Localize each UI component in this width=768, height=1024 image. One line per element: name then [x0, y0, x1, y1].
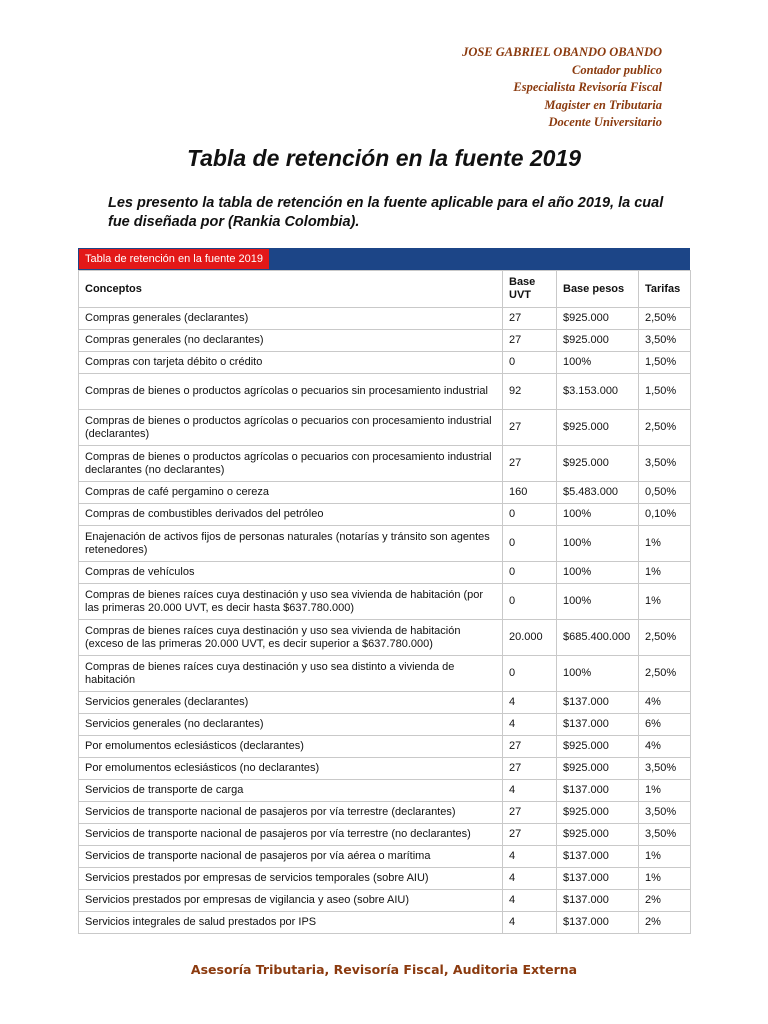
intro-paragraph: Les presento la tabla de retención en la fuente aplicable para el año 2019, la cual fue diseñada por (Rankia Colombia). [108, 195, 664, 230]
header-conceptos: Conceptos [79, 271, 503, 308]
document-title: Tabla de retención en la fuente 2019 [186, 145, 582, 171]
cell-base-uvt: 0 [503, 584, 557, 620]
cell-base-uvt: 4 [503, 714, 557, 736]
table-banner-label: Tabla de retención en la fuente 2019 [79, 249, 269, 269]
cell-base-uvt: 27 [503, 446, 557, 482]
cell-concepto: Por emolumentos eclesiásticos (declarantes) [79, 736, 503, 758]
cell-concepto: Compras de bienes raíces cuya destinación y uso sea vivienda de habitación (exceso de las primeras 20.000 UVT, es decir superior a $637.780.000) [79, 620, 503, 656]
cell-base-uvt: 0 [503, 562, 557, 584]
table-row [79, 446, 691, 482]
table-banner [78, 248, 690, 270]
cell-tarifa: 2,50% [639, 410, 691, 446]
cell-base-uvt: 0 [503, 526, 557, 562]
cell-tarifa: 2,50% [639, 308, 691, 330]
cell-tarifa: 1% [639, 846, 691, 868]
cell-base-uvt: 4 [503, 868, 557, 890]
cell-tarifa: 1% [639, 526, 691, 562]
cell-concepto: Servicios prestados por empresas de vigilancia y aseo (sobre AIU) [79, 890, 503, 912]
cell-base-pesos: $925.000 [557, 824, 639, 846]
cell-base-uvt: 27 [503, 824, 557, 846]
cell-base-pesos: $137.000 [557, 714, 639, 736]
table-row [79, 410, 691, 446]
cell-base-pesos: 100% [557, 352, 639, 374]
table-row [79, 890, 691, 912]
table-row [79, 374, 691, 410]
cell-concepto: Servicios de transporte nacional de pasajeros por vía aérea o marítima [79, 846, 503, 868]
cell-tarifa: 2,50% [639, 620, 691, 656]
cell-base-pesos: $925.000 [557, 410, 639, 446]
author-line: Magister en Tributaria [544, 97, 662, 112]
cell-concepto: Servicios de transporte nacional de pasajeros por vía terrestre (no declarantes) [79, 824, 503, 846]
cell-tarifa: 2% [639, 890, 691, 912]
cell-concepto: Compras de vehículos [79, 562, 503, 584]
cell-tarifa: 1% [639, 868, 691, 890]
cell-base-pesos: 100% [557, 656, 639, 692]
table-row [79, 846, 691, 868]
table-row [79, 584, 691, 620]
cell-base-uvt: 27 [503, 736, 557, 758]
cell-base-uvt: 27 [503, 802, 557, 824]
cell-base-pesos: $925.000 [557, 802, 639, 824]
cell-base-uvt: 27 [503, 308, 557, 330]
cell-concepto: Compras de café pergamino o cereza [79, 482, 503, 504]
retention-table [78, 270, 691, 934]
cell-base-pesos: $137.000 [557, 692, 639, 714]
table-row [79, 714, 691, 736]
cell-tarifa: 1% [639, 562, 691, 584]
table-row [79, 692, 691, 714]
table-row [79, 308, 691, 330]
table-row [79, 868, 691, 890]
cell-concepto: Compras de bienes raíces cuya destinación y uso sea vivienda de habitación (por las primeras 20.000 UVT, es decir hasta $637.780.000) [79, 584, 503, 620]
cell-base-pesos: $137.000 [557, 780, 639, 802]
author-name: JOSE GABRIEL OBANDO OBANDO [462, 45, 662, 59]
cell-base-uvt: 27 [503, 410, 557, 446]
author-line: Especialista Revisoría Fiscal [513, 80, 662, 94]
table-row [79, 912, 691, 934]
cell-base-pesos: 100% [557, 504, 639, 526]
author-line: Contador publico [572, 62, 662, 77]
table-row [79, 352, 691, 374]
cell-base-uvt: 4 [503, 890, 557, 912]
cell-concepto: Por emolumentos eclesiásticos (no declarantes) [79, 758, 503, 780]
cell-base-uvt: 4 [503, 692, 557, 714]
cell-base-uvt: 0 [503, 656, 557, 692]
cell-base-uvt: 0 [503, 352, 557, 374]
retention-table-container [78, 248, 690, 934]
cell-base-pesos: 100% [557, 526, 639, 562]
cell-base-pesos: $137.000 [557, 912, 639, 934]
cell-base-uvt: 27 [503, 330, 557, 352]
cell-concepto: Compras generales (no declarantes) [79, 330, 503, 352]
cell-base-pesos: $685.400.000 [557, 620, 639, 656]
cell-base-pesos: $3.153.000 [557, 374, 639, 410]
table-body [79, 308, 691, 934]
author-block [462, 44, 662, 132]
table-row [79, 526, 691, 562]
cell-tarifa: 2% [639, 912, 691, 934]
cell-tarifa: 0,10% [639, 504, 691, 526]
cell-concepto: Servicios integrales de salud prestados por IPS [79, 912, 503, 934]
table-row [79, 504, 691, 526]
cell-base-uvt: 4 [503, 846, 557, 868]
cell-tarifa: 4% [639, 692, 691, 714]
table-header-row [79, 271, 691, 308]
cell-concepto: Compras de bienes raíces cuya destinación y uso sea distinto a vivienda de habitación [79, 656, 503, 692]
table-row [79, 656, 691, 692]
cell-base-uvt: 20.000 [503, 620, 557, 656]
cell-base-uvt: 0 [503, 504, 557, 526]
cell-concepto: Servicios generales (no declarantes) [79, 714, 503, 736]
cell-base-pesos: 100% [557, 584, 639, 620]
cell-tarifa: 1% [639, 584, 691, 620]
cell-concepto: Servicios de transporte de carga [79, 780, 503, 802]
cell-base-uvt: 4 [503, 780, 557, 802]
table-row [79, 562, 691, 584]
cell-tarifa: 0,50% [639, 482, 691, 504]
cell-tarifa: 1,50% [639, 374, 691, 410]
cell-base-pesos: $925.000 [557, 758, 639, 780]
cell-concepto: Servicios de transporte nacional de pasajeros por vía terrestre (declarantes) [79, 802, 503, 824]
cell-base-pesos: $5.483.000 [557, 482, 639, 504]
cell-concepto: Compras generales (declarantes) [79, 308, 503, 330]
cell-tarifa: 1% [639, 780, 691, 802]
cell-tarifa: 3,50% [639, 330, 691, 352]
cell-tarifa: 3,50% [639, 446, 691, 482]
header-tarifas: Tarifas [639, 271, 691, 308]
table-row [79, 736, 691, 758]
cell-concepto: Compras de bienes o productos agrícolas o pecuarios con procesamiento industrial declarantes (no declarantes) [79, 446, 503, 482]
cell-tarifa: 3,50% [639, 758, 691, 780]
page-footer: Asesoría Tributaria, Revisoría Fiscal, Auditoria Externa [190, 962, 578, 977]
table-row [79, 620, 691, 656]
author-line: Docente Universitario [548, 115, 662, 129]
table-row [79, 780, 691, 802]
table-row [79, 330, 691, 352]
cell-base-pesos: $137.000 [557, 868, 639, 890]
cell-concepto: Servicios prestados por empresas de servicios temporales (sobre AIU) [79, 868, 503, 890]
header-base-uvt: Base UVT [503, 271, 557, 308]
table-row [79, 824, 691, 846]
cell-concepto: Servicios generales (declarantes) [79, 692, 503, 714]
cell-tarifa: 1,50% [639, 352, 691, 374]
cell-tarifa: 4% [639, 736, 691, 758]
cell-concepto: Enajenación de activos fijos de personas naturales (notarías y tránsito son agentes retenedores) [79, 526, 503, 562]
cell-base-uvt: 92 [503, 374, 557, 410]
cell-concepto: Compras con tarjeta débito o crédito [79, 352, 503, 374]
cell-base-pesos: $925.000 [557, 446, 639, 482]
cell-base-uvt: 27 [503, 758, 557, 780]
cell-base-pesos: $137.000 [557, 890, 639, 912]
cell-base-pesos: $925.000 [557, 736, 639, 758]
cell-tarifa: 6% [639, 714, 691, 736]
cell-tarifa: 2,50% [639, 656, 691, 692]
table-row [79, 802, 691, 824]
cell-concepto: Compras de combustibles derivados del petróleo [79, 504, 503, 526]
header-base-pesos: Base pesos [557, 271, 639, 308]
cell-base-pesos: $137.000 [557, 846, 639, 868]
cell-base-uvt: 160 [503, 482, 557, 504]
cell-base-pesos: $925.000 [557, 330, 639, 352]
cell-concepto: Compras de bienes o productos agrícolas o pecuarios con procesamiento industrial (declarantes) [79, 410, 503, 446]
cell-base-pesos: $925.000 [557, 308, 639, 330]
table-row [79, 482, 691, 504]
cell-base-uvt: 4 [503, 912, 557, 934]
cell-base-pesos: 100% [557, 562, 639, 584]
table-row [79, 758, 691, 780]
cell-tarifa: 3,50% [639, 802, 691, 824]
cell-concepto: Compras de bienes o productos agrícolas o pecuarios sin procesamiento industrial [79, 374, 503, 410]
cell-tarifa: 3,50% [639, 824, 691, 846]
